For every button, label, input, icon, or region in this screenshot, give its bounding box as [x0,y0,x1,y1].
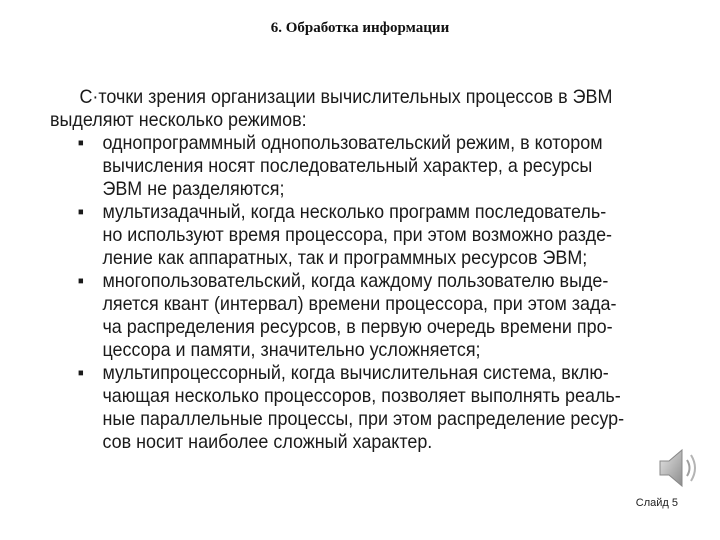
list-item-line: мультизадачный, когда несколько программ последователь- [102,201,607,223]
intro-line: С·точки зрения организации вычислительных процессов в ЭВМ [79,86,613,108]
intro-line: выделяют несколько режимов: [50,109,307,131]
speaker-icon[interactable] [656,445,706,491]
bullet-icon: ▪ [77,132,84,154]
list-item-line: ные параллельные процессы, при этом распределение ресур- [102,408,625,430]
list-item-line: сов носит наиболее сложный характер. [102,431,433,453]
bullet-icon: ▪ [77,201,84,223]
list-item-line: ЭВМ не разделяются; [102,178,285,200]
bullet-icon: ▪ [77,270,84,292]
bullet-icon: ▪ [77,362,84,384]
list-item-line: чающая несколько процессоров, позволяет выполнять реаль- [102,385,621,407]
list-item-line: вычисления носят последовательный характер, а ресурсы [102,155,593,177]
list-item-multiprocessor [50,362,625,385]
list-item-line: многопользовательский, когда каждому пользователю выде- [102,270,609,292]
list-item-multiuser [50,270,625,293]
list-item-line: цессора и памяти, значительно усложняется; [102,339,481,361]
list-item-line: ление как аппаратных, так и программных ресурсов ЭВМ; [102,247,588,269]
list-item-line: но используют время процессора, при этом возможно разде- [102,224,613,246]
list-item-line: ляется квант (интервал) времени процессора, при этом зада- [102,293,617,315]
list-item-line: мультипроцессорный, когда вычислительная система, вклю- [102,362,609,384]
slide-number: Слайд 5 [635,497,678,509]
list-item-single-program [50,132,625,155]
scanned-text-block [50,86,625,454]
slide-title: 6. Обработка информации [270,20,450,36]
list-item-multitask [50,201,625,224]
list-item-line: ча распределения ресурсов, в первую очередь времени про- [102,316,613,338]
list-item-line: однопрограммный однопользовательский режим, в котором [102,132,603,154]
